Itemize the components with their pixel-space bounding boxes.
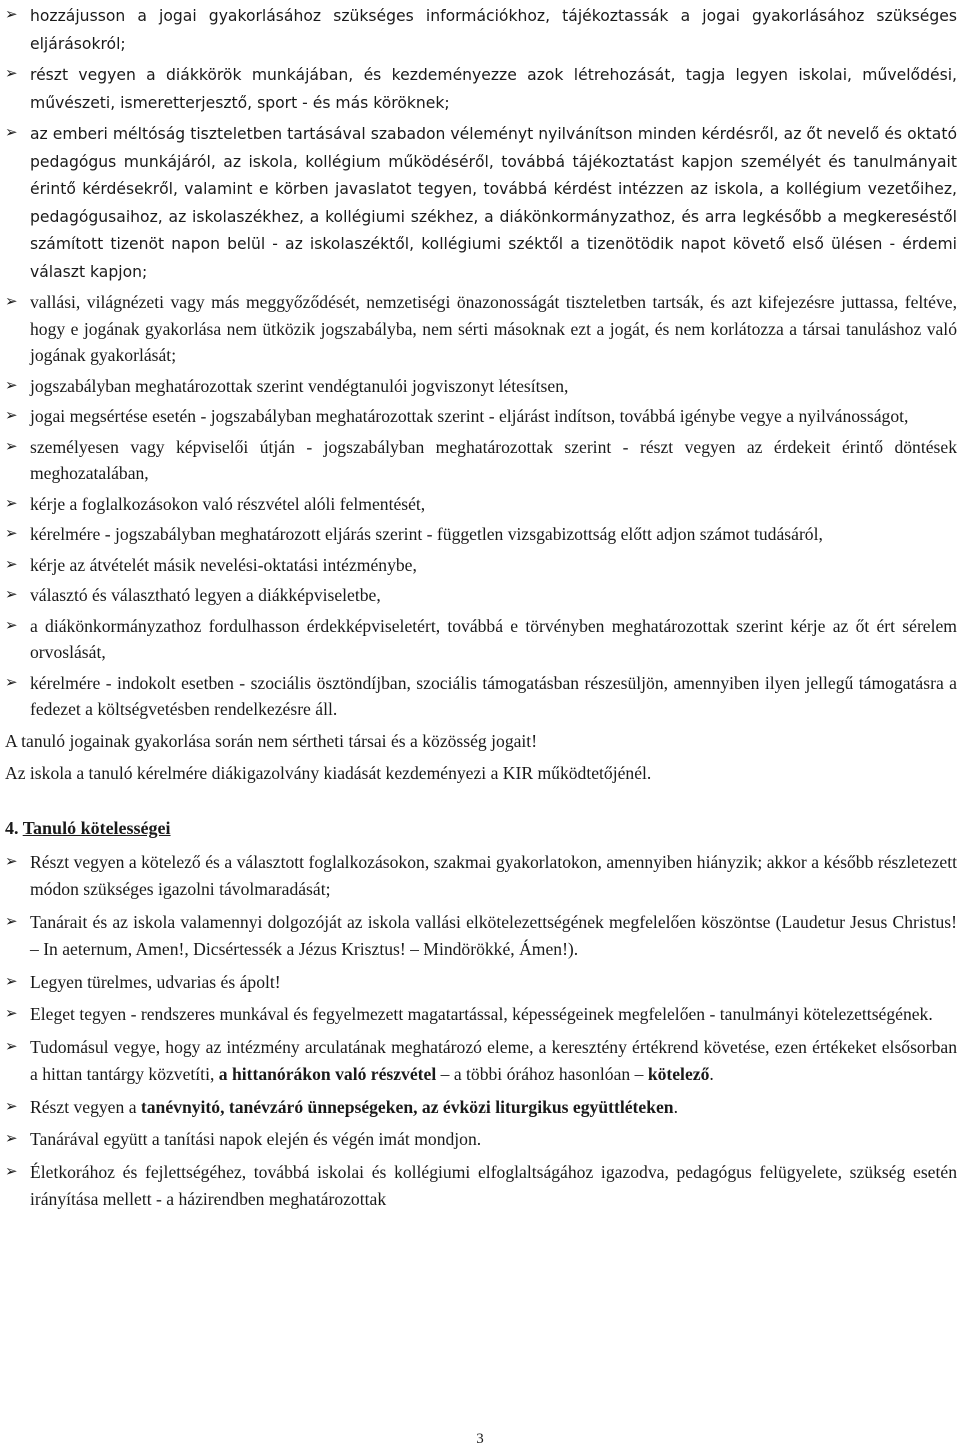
arrow-bullet-icon: ➢ <box>5 7 18 23</box>
arrow-bullet-icon: ➢ <box>5 587 18 603</box>
list-item: ➢ kérje az átvételét másik nevelési-oktatási intézménybe, <box>5 552 957 579</box>
list-item: ➢ a diákönkormányzathoz fordulhasson érdekképviseletért, továbbá e törvényben meghatározottak szerint kérje az őt ért sérelem orvoslását, <box>5 613 957 666</box>
arrow-bullet-icon: ➢ <box>5 408 18 424</box>
list-item: ➢ Tanárait és az iskola valamennyi dolgozóját az iskola vallási elkötelezettségének megfelelően köszöntse (Laudetur Jesus Christus! – In aeternum, Amen!, Dicsértessék a Jézus Krisztus! – Mindörökké, Ámen!). <box>5 909 957 964</box>
list-item: ➢ az emberi méltóság tiszteletben tartásával szabadon véleményt nyilvánítson minden kérdésről, az őt nevelő és oktató pedagógus munkájáról, az iskola, kollégium működéséről, továbbá tájékoztatást kapjon személyét és tanulmányait érintő kérdésekről, valamint e körben javaslatot tegyen, továbbá kérdést intézzen az iskola, a kollégium vezetőihez, pedagógusaihoz, az iskolaszékhez, a kollégiumi székhez, a diákönkormányzathoz, és arra legkésőbb a megkereséstől számított tizenöt napon belül - az iskolaszéktől, kollégiumi széktől a tizenötödik napot követő első ülésen - érdemi választ kapjon; <box>5 120 957 285</box>
section-heading <box>5 813 957 843</box>
page-number: 3 <box>476 1431 484 1447</box>
list-item: ➢ Életkorához és fejlettségéhez, továbbá iskolai és kollégiumi elfoglaltságához igazodva, pedagógus felügyelete, szükség esetén irányítása mellett - a házirendben meghatározottak <box>5 1159 957 1214</box>
emphasis-text: kötelező <box>647 1064 710 1084</box>
section-title: Tanuló kötelességei <box>22 817 171 838</box>
emphasis-text: a hittanórákon való részvétel <box>218 1064 437 1084</box>
arrow-bullet-icon: ➢ <box>5 66 18 82</box>
list-item: ➢ Legyen türelmes, udvarias és ápolt! <box>5 969 957 997</box>
list-item: ➢ kérelmére - jogszabályban meghatározott eljárás szerint - független vizsgabizottság előtt adjon számot tudásáról, <box>5 521 957 548</box>
arrow-bullet-icon: ➢ <box>5 125 18 141</box>
list-item: ➢ jogai megsértése esetén - jogszabályban meghatározottak szerint - eljárást indítson, továbbá igénybe vegye a nyilvánosságot, <box>5 403 957 430</box>
list-item: ➢ Tudomásul vegye, hogy az intézmény arculatának meghatározó eleme, a keresztény értékrend követése, ezen értékeket elsősorban a hittan tantárgy közvetíti, a hittanórákon való részvétel – a többi órához hasonlóan – kötelező. <box>5 1034 957 1089</box>
arrow-bullet-icon: ➢ <box>5 1038 18 1055</box>
list-item: ➢ jogszabályban meghatározottak szerint vendégtanulói jogviszonyt létesítsen, <box>5 373 957 400</box>
section-number: 4. <box>5 817 19 838</box>
arrow-bullet-icon: ➢ <box>5 556 18 573</box>
arrow-bullet-icon: ➢ <box>5 377 18 394</box>
list-item: ➢ Tanárával együtt a tanítási napok elején és végén imát mondjon. <box>5 1126 957 1154</box>
arrow-bullet-icon: ➢ <box>5 1098 18 1115</box>
arrow-bullet-icon: ➢ <box>5 1163 18 1180</box>
list-item: ➢ Részt vegyen a tanévnyitó, tanévzáró ünnepségeken, az évközi liturgikus együttléteken. <box>5 1094 957 1122</box>
emphasis-text: tanévnyitó, tanévzáró ünnepségeken, az évközi liturgikus együttléteken <box>140 1096 674 1117</box>
list-item: ➢ kérelmére - indokolt esetben - szociális ösztöndíjban, szociális támogatásban részesüljön, amennyiben ilyen jellegű támogatásra a fedezet a költségvetésben rendelkezésre áll. <box>5 670 957 723</box>
rights-limitation-paragraph: A tanuló jogainak gyakorlása során nem sértheti társai és a közösség jogait! <box>5 730 538 751</box>
list-item: ➢ Eleget tegyen - rendszeres munkával és fegyelmezett magatartással, képességeinek megfelelően - tanulmányi kötelezettségének. <box>5 1001 957 1029</box>
list-item: ➢ vallási, világnézeti vagy más meggyőződését, nemzetiségi önazonosságát tiszteletben tartsák, és azt kifejezésre juttassa, feltéve, hogy e jogának gyakorlása nem ütközik jogszabályba, nem sérti másoknak ezt a jogát, és nem korlátozza a társai tanuláshoz való jogának gyakorlását; <box>5 289 957 369</box>
list-item: ➢ kérje a foglalkozásokon való részvétel alóli felmentését, <box>5 491 957 518</box>
arrow-bullet-icon: ➢ <box>5 853 18 870</box>
student-duties-list <box>5 849 957 1214</box>
arrow-bullet-icon: ➢ <box>5 617 18 634</box>
arrow-bullet-icon: ➢ <box>5 1131 18 1147</box>
arrow-bullet-icon: ➢ <box>5 526 18 542</box>
list-item: ➢ Részt vegyen a kötelező és a választott foglalkozásokon, szakmai gyakorlatokon, amennyiben hiányzik; akkor a később részletezett módon szükséges igazolni távolmaradását; <box>5 849 957 904</box>
arrow-bullet-icon: ➢ <box>5 913 18 930</box>
arrow-bullet-icon: ➢ <box>5 1006 18 1022</box>
arrow-bullet-icon: ➢ <box>5 495 18 512</box>
arrow-bullet-icon: ➢ <box>5 674 18 691</box>
arrow-bullet-icon: ➢ <box>5 973 18 990</box>
list-item: ➢ hozzájusson a jogai gyakorlásához szükséges információkhoz, tájékoztassák a jogai gyakorlásához szükséges eljárásokról; <box>5 2 957 57</box>
list-item: ➢ választó és választható legyen a diákképviseletbe, <box>5 582 957 609</box>
student-duties-section <box>5 849 957 1214</box>
list-item: ➢ személyesen vagy képviselői útján - jogszabályban meghatározottak szerint - részt vegyen az érdekeit érintő döntések meghozatalában, <box>5 434 957 487</box>
list-item: ➢ részt vegyen a diákkörök munkájában, és kezdeményezze azok létrehozását, tagja legyen iskolai, művelődési, művészeti, ismeretterjesztő, sport - és más köröknek; <box>5 61 957 116</box>
arrow-bullet-icon: ➢ <box>5 438 18 455</box>
student-rights-list <box>5 2 957 723</box>
arrow-bullet-icon: ➢ <box>5 294 18 310</box>
student-id-paragraph: Az iskola a tanuló kérelmére diákigazolvány kiadását kezdeményezi a KIR működtetőjénél. <box>5 762 652 783</box>
